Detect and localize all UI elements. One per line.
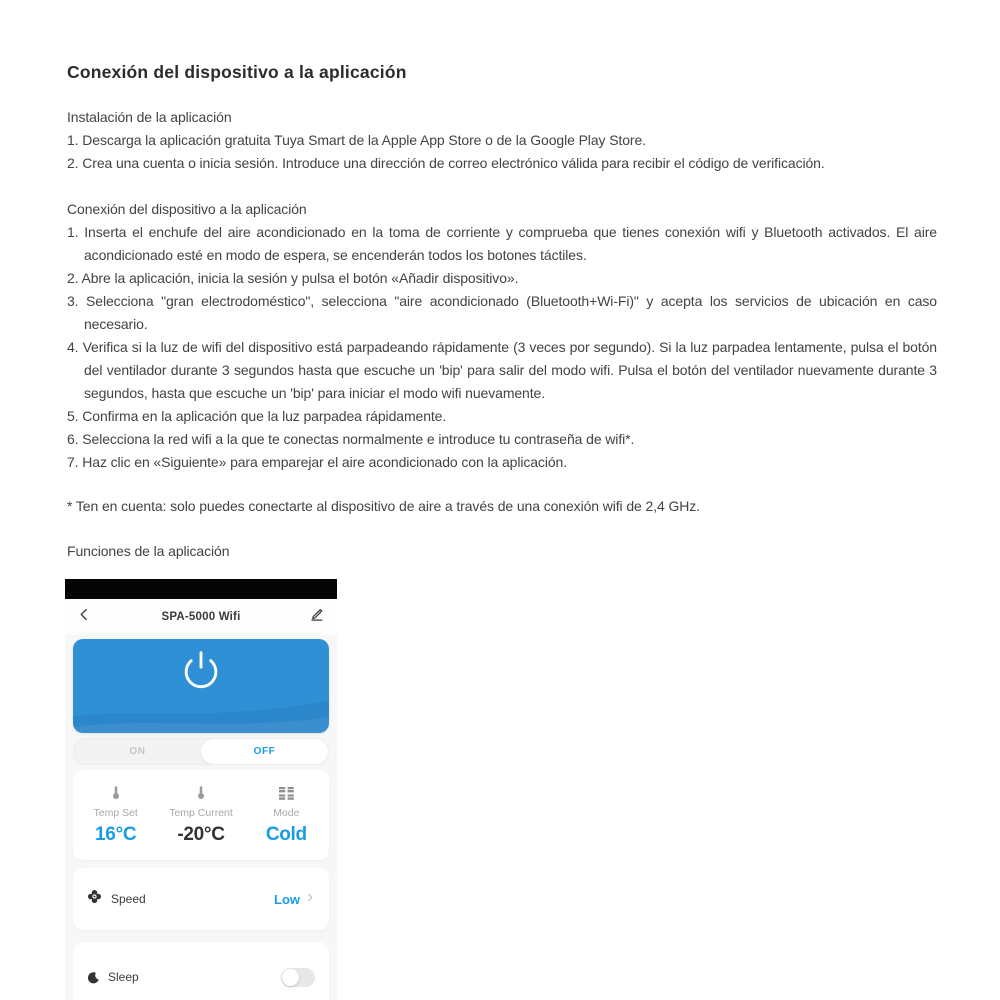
back-button[interactable] [78,608,98,626]
list-item: 4. Verifica si la luz de wifi del dispositivo está parpadeando rápidamente (3 veces por segundo). Si la luz parpadea lentamente, pulsa el botón del ventilador durante 3 segundos hasta que escuche un 'bip' para salir del modo wifi. Pulsa el botón del ventilador nuevamente durante 3 segundos, hasta que escuche un 'bip' para iniciar el modo wifi nuevamente. [67,339,937,401]
power-card[interactable] [73,639,329,733]
section-connection [67,198,937,474]
toggle-knob [282,969,299,986]
on-off-segment [73,738,329,765]
section-installation [67,106,937,175]
app-header [65,599,337,635]
footnote: * Ten en cuenta: solo puedes conectarte al dispositivo de aire a través de una conexión wifi de 2,4 GHz. [67,498,700,514]
status-bar [65,579,337,599]
chevron-left-icon [78,608,91,626]
app-body [65,635,337,1000]
mode-tile[interactable] [244,770,329,860]
stat-value: -20°C [177,824,225,845]
segment-off-selected[interactable]: OFF [201,739,328,764]
section-heading: Conexión del dispositivo a la aplicación [67,201,307,217]
functions-heading: Funciones de la aplicación [67,543,230,559]
thermometer-icon [195,785,207,800]
temp-set-tile[interactable] [73,770,158,860]
moon-icon [87,971,99,983]
power-icon [178,646,224,697]
temp-current-tile [158,770,243,860]
stat-label: Temp Set [93,807,138,819]
fan-icon [87,889,102,909]
list-item: 3. Selecciona "gran electrodoméstico", selecciona "aire acondicionado (Bluetooth+Wi-Fi)" y acepta los servicios de ubicación en caso necesario. [67,293,937,332]
wave-decoration [73,691,329,733]
list-item: 6. Selecciona la red wifi a la que te conectas normalmente e introduce tu contraseña de wifi*. [67,431,635,447]
row-label: Speed [111,892,146,906]
app-screenshot [65,579,337,1000]
list-item: 2. Abre la aplicación, inicia la sesión y pulsa el botón «Añadir dispositivo». [67,270,519,286]
stat-label: Mode [273,807,300,819]
list-item: 2. Crea una cuenta o inicia sesión. Introduce una dirección de correo electrónico válida para recibir el código de verificación. [67,155,825,171]
stat-label: Temp Current [169,807,233,819]
list-item: 1. Inserta el enchufe del aire acondicionado en la toma de corriente y comprueba que tienes conexión wifi y Bluetooth activados. El aire acondicionado esté en modo de espera, se encenderán todos los botones táctiles. [67,224,937,263]
row-label: Sleep [108,970,139,984]
stat-value: 16°C [95,824,137,845]
speed-row[interactable] [73,868,329,930]
edit-button[interactable] [304,607,324,627]
list-item: 7. Haz clic en «Siguiente» para emparejar el aire acondicionado con la aplicación. [67,454,567,470]
chevron-right-icon [305,890,315,908]
stat-value: Cold [265,824,307,845]
list-item: 5. Confirma en la aplicación que la luz parpadea rápidamente. [67,408,447,424]
stats-card [73,770,329,860]
section-heading: Instalación de la aplicación [67,109,232,125]
page-title: Conexión del dispositivo a la aplicación [67,62,407,82]
speed-value: Low [274,891,300,907]
pencil-icon [309,607,324,627]
mode-grid-icon [279,785,294,800]
sleep-toggle[interactable] [281,968,315,987]
segment-on[interactable]: ON [129,746,146,757]
list-item: 1. Descarga la aplicación gratuita Tuya Smart de la Apple App Store o de la Google Play Store. [67,132,646,148]
thermometer-icon [110,785,122,800]
device-title: SPA-5000 Wifi [161,611,241,623]
sleep-row [73,942,329,1000]
